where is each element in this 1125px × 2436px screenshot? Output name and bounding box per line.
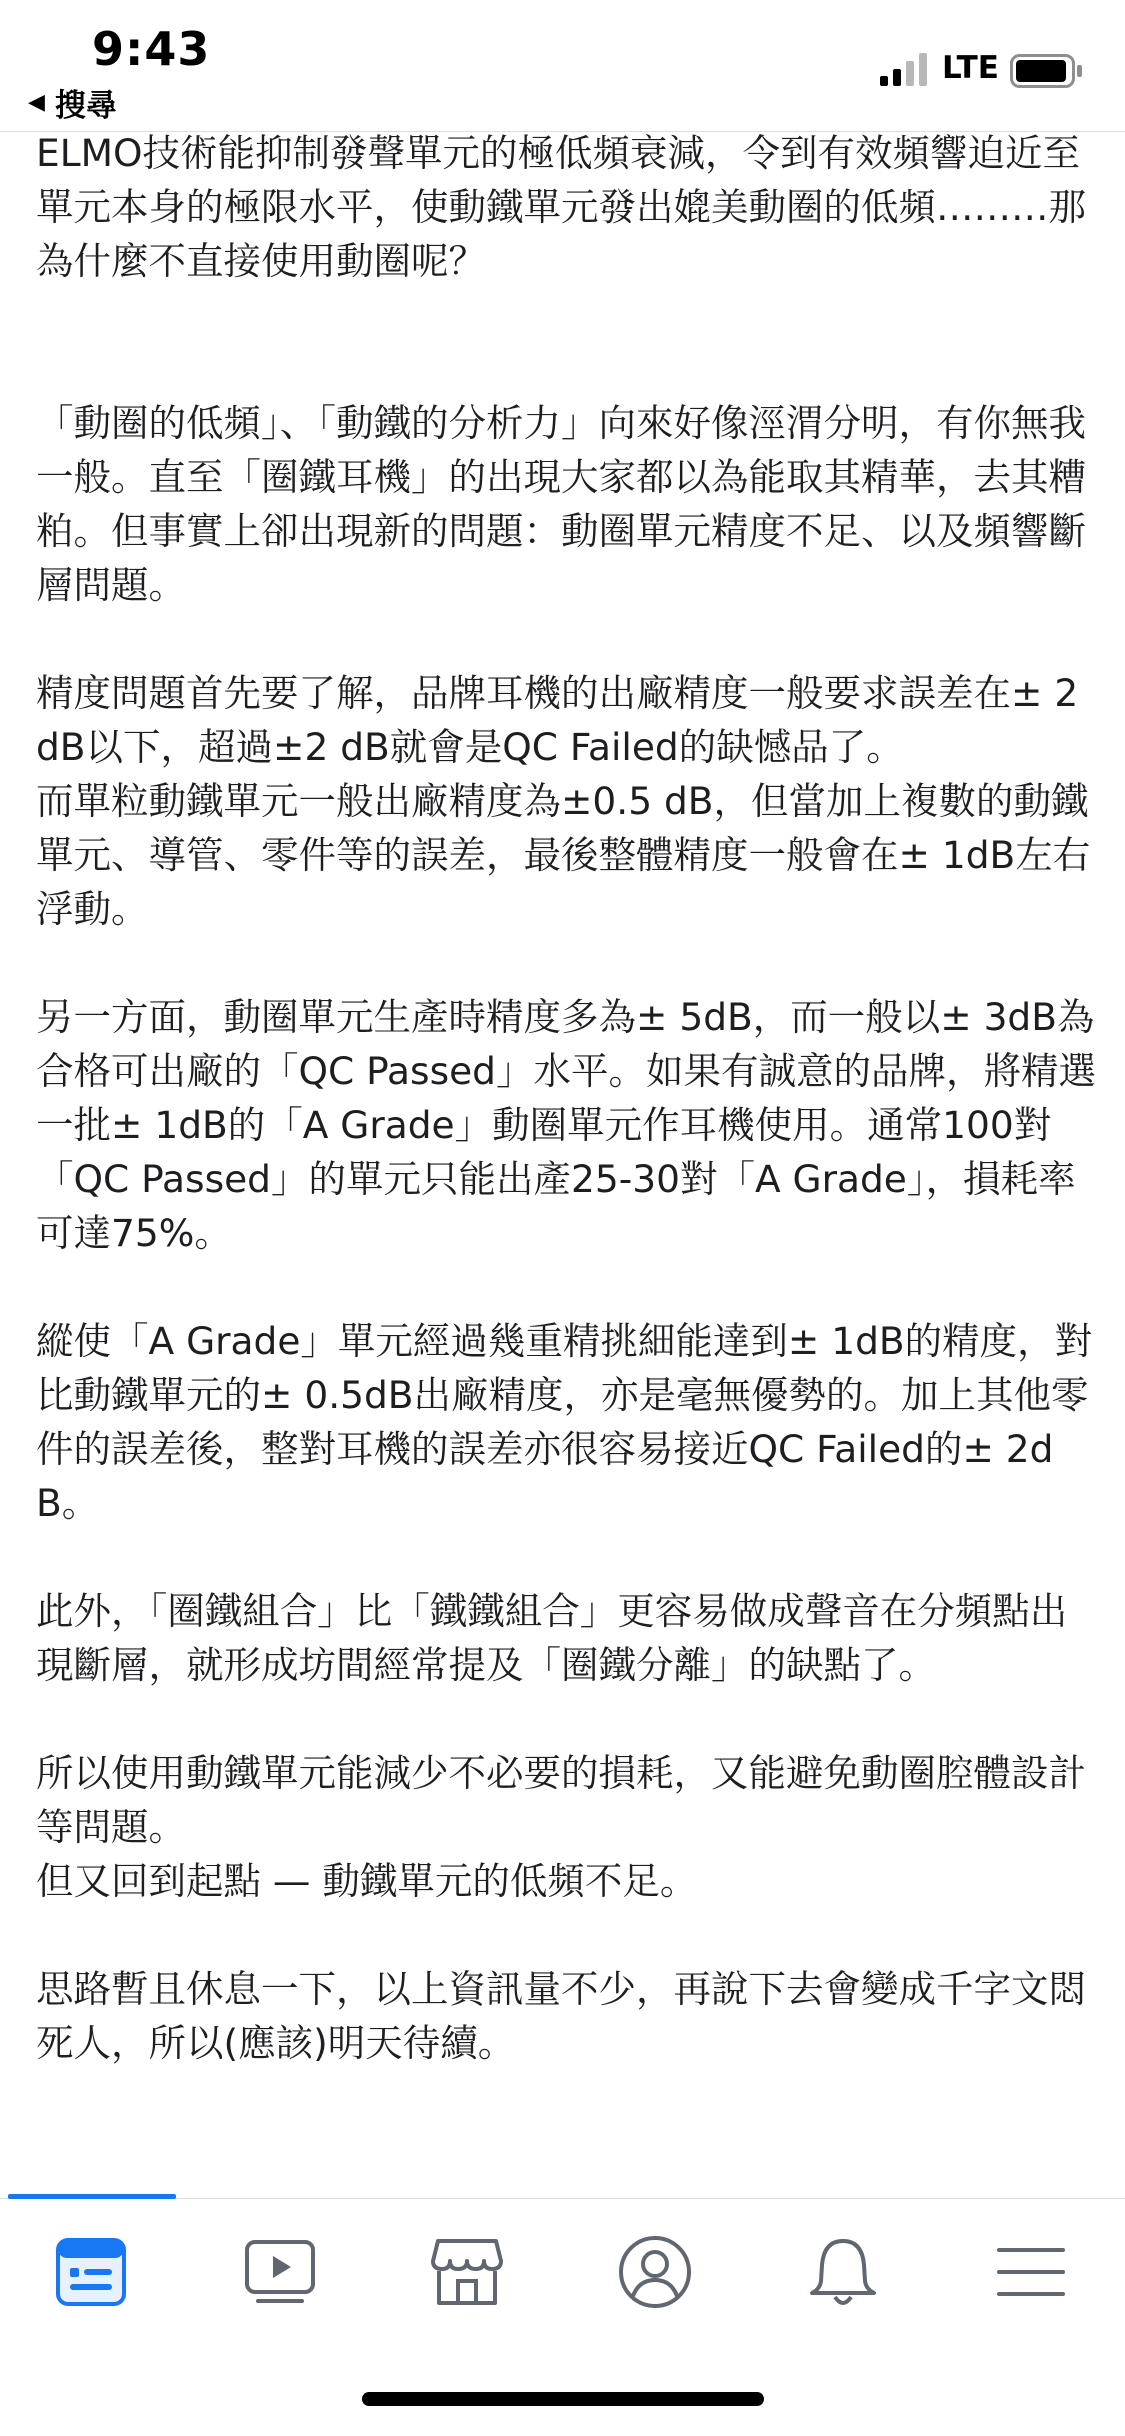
battery-icon — [1010, 54, 1084, 88]
status-time: 9:43 — [92, 22, 211, 76]
post-paragraph: 思路暫且休息一下，以上資訊量不少，再說下去會變成千字文悶死人，所以(應該)明天待續。 — [36, 1967, 1086, 2065]
active-tab-indicator — [8, 2194, 176, 2199]
paragraph-spacer — [36, 1260, 1096, 1314]
back-triangle-icon: ◀ — [28, 90, 45, 115]
bottom-tab-bar — [0, 2198, 1125, 2348]
post-paragraph: 縱使「A Grade」單元經過幾重精挑細能達到± 1dB的精度，對比動鐵單元的± 0.5dB出廠精度，亦是毫無優勢的。加上其他零件的誤差後，整對耳機的誤差亦很容易接近QC Failed的± 2dB。 — [36, 1319, 1093, 1525]
post-paragraph: 所以使用動鐵單元能減少不必要的損耗，又能避免動圈腔體設計等問題。 — [36, 1751, 1086, 1849]
profile-icon — [617, 2234, 693, 2310]
paragraph-spacer — [36, 1530, 1096, 1584]
tab-profile[interactable] — [610, 2232, 700, 2312]
marketplace-icon — [430, 2237, 504, 2307]
post-paragraph: 而單粒動鐵單元一般出廠精度為±0.5 dB，但當加上複數的動鐵單元、導管、零件等的誤差，最後整體精度一般會在± 1dB左右浮動。 — [36, 779, 1091, 931]
tab-watch[interactable] — [235, 2232, 325, 2312]
tab-news-feed[interactable] — [46, 2232, 136, 2312]
home-indicator[interactable] — [362, 2392, 764, 2406]
status-bar — [0, 0, 1125, 130]
news-feed-icon — [56, 2238, 126, 2306]
paragraph-spacer — [36, 936, 1096, 990]
menu-icon — [997, 2244, 1065, 2300]
post-paragraph: 精度問題首先要了解，品牌耳機的出廠精度一般要求誤差在± 2dB以下，超過±2 dB就會是QC Failed的缺憾品了。 — [36, 671, 1079, 769]
post-paragraph: ELMO技術能抑制發聲單元的極低頻衰減，令到有效頻響迫近至單元本身的極限水平，使動鐵單元發出媲美動圈的低頻………那為什麼不直接使用動圈呢？ — [36, 131, 1086, 283]
cellular-signal-icon — [880, 52, 932, 86]
paragraph-spacer — [36, 1692, 1096, 1746]
post-paragraph: 「動圈的低頻」、「動鐵的分析力」向來好像涇渭分明，有你無我一般。直至「圈鐵耳機」的出現大家都以為能取其精華，去其糟粕。但事實上卻出現新的問題：動圈單元精度不足、以及頻響斷層問題。 — [36, 401, 1086, 607]
tab-menu[interactable] — [986, 2232, 1076, 2312]
post-paragraph: 此外，「圈鐵組合」比「鐵鐵組合」更容易做成聲音在分頻點出現斷層，就形成坊間經常提及「圈鐵分離」的缺點了。 — [36, 1589, 1068, 1687]
notifications-bell-icon — [808, 2235, 878, 2309]
paragraph-spacer — [36, 612, 1096, 666]
network-type: LTE — [942, 50, 999, 86]
paragraph-spacer — [36, 1908, 1096, 1962]
post-body — [36, 126, 1096, 2178]
back-to-app-button[interactable] — [28, 80, 117, 125]
post-paragraph: 另一方面，動圈單元生產時精度多為± 5dB，而一般以± 3dB為合格可出廠的「QC Passed」水平。如果有誠意的品牌，將精選一批± 1dB的「A Grade」動圈單元作耳機使用。通常100對「QC Passed」的單元只能出產25-30對「A Grade」，損耗率可達75%。 — [36, 995, 1096, 1255]
paragraph-spacer — [36, 288, 1096, 396]
post-paragraph: 但又回到起點 — 動鐵單元的低頻不足。 — [36, 1859, 698, 1903]
tab-marketplace[interactable] — [422, 2232, 512, 2312]
back-to-app-label: 搜尋 — [54, 88, 117, 124]
tab-notifications[interactable] — [798, 2232, 888, 2312]
video-icon — [244, 2239, 316, 2305]
